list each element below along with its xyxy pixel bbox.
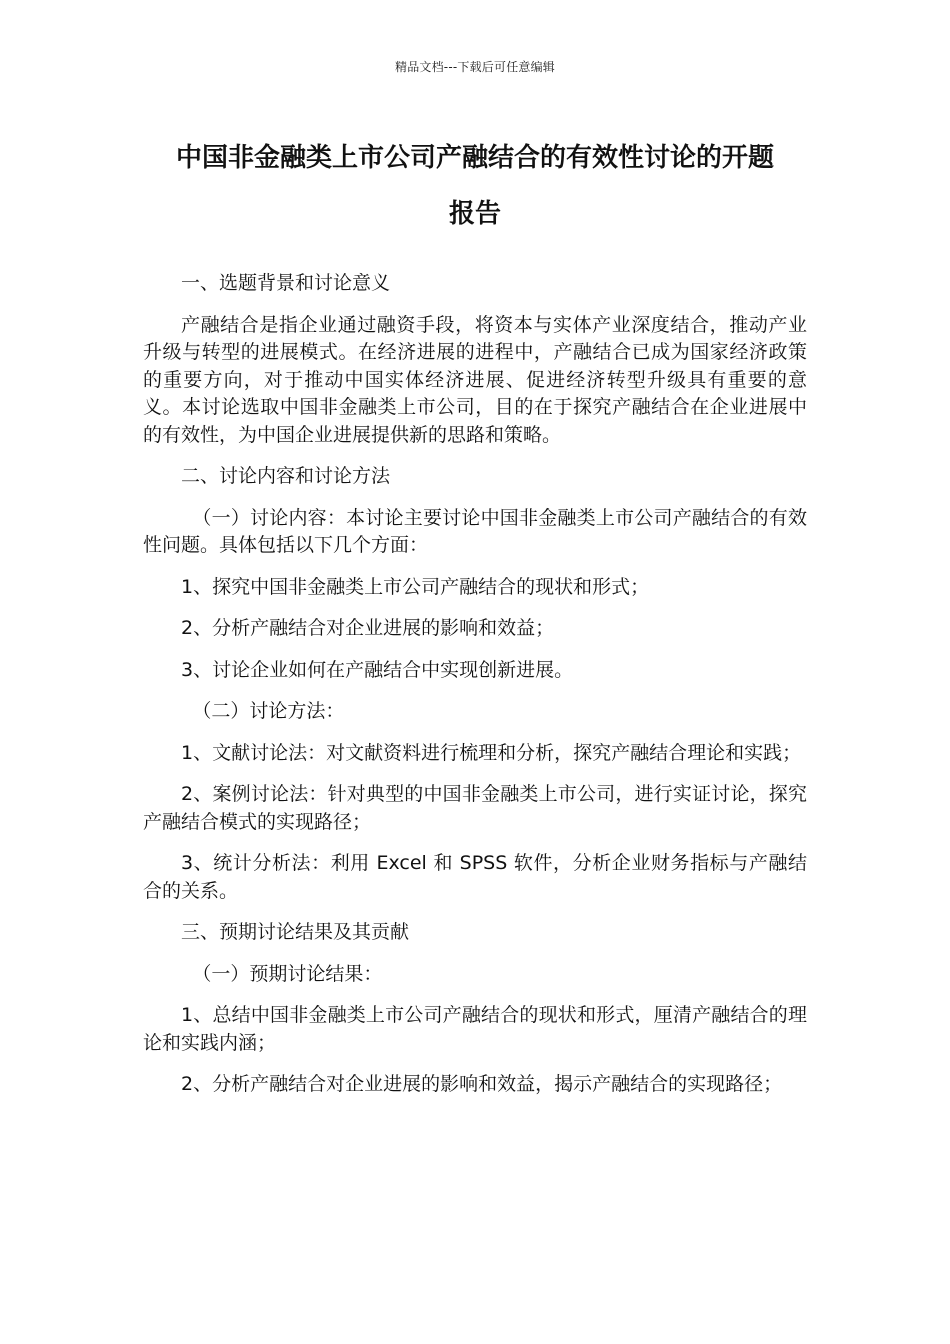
list-item: 1、文献讨论法：对文献资料进行梳理和分析，探究产融结合理论和实践； — [181, 741, 802, 764]
subsection-heading-results: （一）预期讨论结果： — [192, 962, 383, 985]
list-item: 2、分析产融结合对企业进展的影响和效益，揭示产融结合的实现路径； — [181, 1073, 783, 1095]
list-item: 1、探究中国非金融类上市公司产融结合的现状和形式； — [181, 575, 650, 598]
paragraph-background: 产融结合是指企业通过融资手段，将资本与实体产业深度结合，推动产业升级与转型的进展模式。在经济进展的进程中，产融结合已成为国家经济政策的重要方向，对于推动中国实体经济进展、促进经济转型升级具有重要的意义。本讨论选取中国非金融类上市公司，目的在于探究产融结合在企业进展中的有效性，为中国企业进展提供新的思路和策略。 — [143, 313, 807, 446]
list-item: 2、分析产融结合对企业进展的影响和效益； — [181, 617, 555, 639]
list-item: 3、讨论企业如何在产融结合中实现创新进展。 — [181, 658, 574, 681]
title-line-1: 中国非金融类上市公司产融结合的有效性讨论的开题 — [175, 143, 774, 173]
list-item: 2、案例讨论法：针对典型的中国非金融类上市公司，进行实证讨论，探究产融结合模式的实现路径； — [143, 783, 807, 833]
section-heading-1: 一、选题背景和讨论意义 — [181, 272, 391, 294]
subsection-heading-methods: （二）讨论方法： — [192, 700, 345, 722]
list-item: 1、总结中国非金融类上市公司产融结合的现状和形式，厘清产融结合的理论和实践内涵； — [143, 1004, 807, 1054]
document-title — [140, 130, 810, 242]
document-body — [143, 270, 807, 1113]
title-line-2: 报告 — [448, 199, 501, 229]
section-heading-3: 三、预期讨论结果及其贡献 — [181, 921, 410, 943]
paragraph-research-content: （一）讨论内容：本讨论主要讨论中国非金融类上市公司产融结合的有效性问题。具体包括以下几个方面： — [143, 506, 807, 556]
section-heading-2: 二、讨论内容和讨论方法 — [181, 465, 391, 487]
list-item: 3、统计分析法：利用 Excel 和 SPSS 软件，分析企业财务指标与产融结合的关系。 — [143, 852, 807, 902]
header-note: 精品文档---下载后可任意编辑 — [395, 60, 555, 74]
